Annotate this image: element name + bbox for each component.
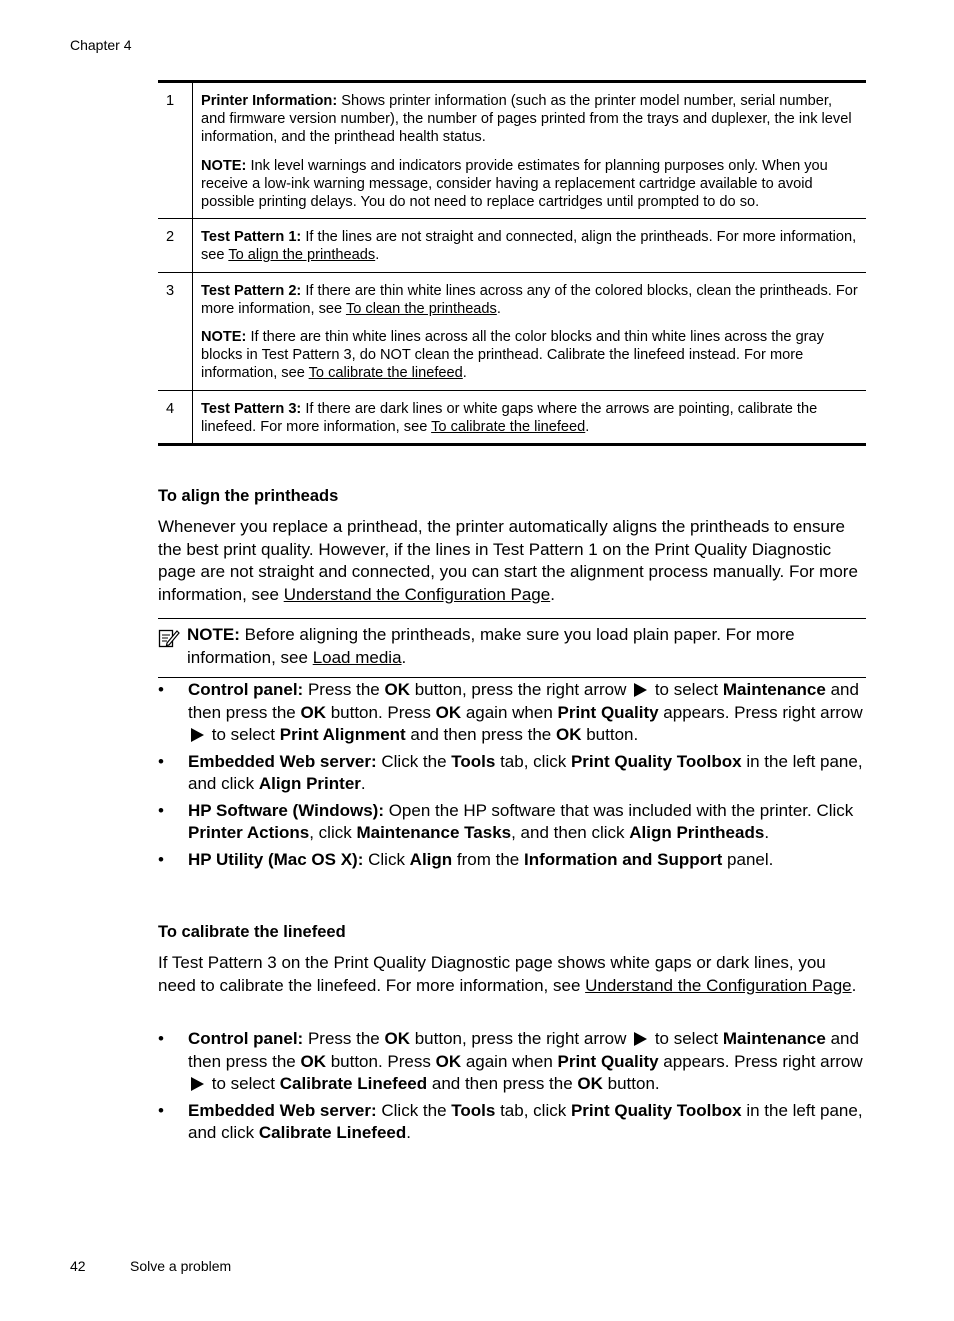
section-title: Solve a problem	[130, 1258, 232, 1274]
align-steps-list	[158, 679, 870, 875]
note-pencil-icon	[158, 627, 180, 649]
note-label: NOTE:	[201, 329, 247, 346]
link-understand-config-page[interactable]: Understand the Configuration Page	[283, 584, 551, 604]
row-description: Test Pattern 1: If the lines are not straight and connected, align the printheads. For more information, see To align the printheads.	[193, 219, 867, 272]
note-text: NOTE: Before aligning the printheads, make sure you load plain paper. For more information, see Load media.	[187, 625, 795, 667]
chapter-header: Chapter 4	[70, 37, 132, 53]
page-footer	[70, 1258, 231, 1274]
row-number: 4	[158, 390, 193, 444]
table-row	[158, 219, 866, 272]
list-item: • HP Software (Windows): Open the HP software that was included with the printer. Click Printer Actions, click Maintenance Tasks, and then click Align Printheads.	[158, 800, 854, 842]
note-label: NOTE:	[201, 157, 247, 174]
right-arrow-icon	[191, 1077, 204, 1091]
list-item: • Control panel: Press the OK button, press the right arrow to select Maintenance and then press the OK button. Press OK again when Print Quality appears. Press right arrow to select Calibrate Linefeed and then press the OK button.	[158, 1029, 863, 1093]
calibrate-intro: If Test Pattern 3 on the Print Quality Diagnostic page shows white gaps or dark lines, you need to calibrate the linefeed. For more information, see Understand the Configuration Page.	[158, 953, 857, 995]
list-item: • Control panel: Press the OK button, press the right arrow to select Maintenance and then press the OK button. Press OK again when Print Quality appears. Press right arrow to select Print Alignment and then press the OK button.	[158, 680, 863, 744]
row-label: Test Pattern 2:	[201, 282, 302, 299]
bullet: •	[158, 800, 164, 820]
list-item: • HP Utility (Mac OS X): Click Align from the Information and Support panel.	[158, 849, 870, 872]
note-box	[158, 618, 866, 678]
row-number: 3	[158, 272, 193, 390]
bullet: •	[158, 751, 164, 771]
note-label: NOTE:	[187, 625, 240, 644]
row-number: 1	[158, 82, 193, 219]
bullet: •	[158, 849, 164, 869]
list-item: • Embedded Web server: Click the Tools tab, click Print Quality Toolbox in the left pane, and click Align Printer.	[158, 751, 863, 793]
diagnostic-table	[158, 80, 866, 446]
bullet: •	[158, 680, 164, 699]
right-arrow-icon	[634, 1032, 647, 1046]
link-load-media[interactable]: Load media	[312, 647, 402, 667]
calibrate-steps-list	[158, 1028, 870, 1149]
row-description: Printer Information: Shows printer information (such as the printer model number, serial number, and firmware version number), the number of pages printed from the trays and duplexer, the ink level information, and the printhead health status. NOTE: Ink level warnings and indicators provide estimates for planning purposes only. When you receive a low-ink warning message, consider having a replacement cartridge available to avoid possible printing delays. You do not need to replace cartridges until prompted to do so.	[201, 93, 852, 211]
right-arrow-icon	[191, 728, 204, 742]
bullet: •	[158, 1029, 164, 1048]
list-item: • Embedded Web server: Click the Tools tab, click Print Quality Toolbox in the left pane, and click Calibrate Linefeed.	[158, 1100, 863, 1142]
table-row	[158, 82, 866, 219]
link-clean-printheads[interactable]: To clean the printheads	[345, 300, 497, 317]
table-row	[158, 390, 866, 444]
row-label: Test Pattern 3:	[201, 400, 302, 417]
row-number: 2	[158, 219, 193, 272]
page-number: 42	[70, 1258, 86, 1274]
link-understand-config-page[interactable]: Understand the Configuration Page	[585, 975, 852, 995]
bullet: •	[158, 1100, 164, 1120]
row-description: Test Pattern 3: If there are dark lines or white gaps where the arrows are pointing, calibrate the linefeed. For more information, see To calibrate the linefeed.	[193, 390, 867, 444]
heading-calibrate-linefeed: To calibrate the linefeed	[158, 923, 346, 941]
row-label: Printer Information:	[201, 93, 338, 109]
link-calibrate-linefeed[interactable]: To calibrate the linefeed	[431, 418, 586, 435]
link-align-printheads[interactable]: To align the printheads	[228, 247, 376, 264]
row-label: Test Pattern 1:	[201, 229, 302, 246]
row-description: Test Pattern 2: If there are thin white lines across any of the colored blocks, clean the printheads. For more information, see To clean the printheads. NOTE: If there are thin white lines across all the color blocks and thin white lines across the gray blocks in Test Pattern 3, do NOT clean the printhead. Calibrate the linefeed instead. For more information, see To calibrate the linefeed.	[193, 272, 867, 390]
right-arrow-icon	[634, 683, 647, 697]
heading-align-printheads: To align the printheads	[158, 487, 339, 505]
link-calibrate-linefeed[interactable]: To calibrate the linefeed	[308, 365, 463, 382]
align-intro: Whenever you replace a printhead, the printer automatically aligns the printheads to ensure the best print quality. However, if the lines in Test Pattern 1 on the Print Quality Diagnostic page are not straight and connected, you can start the alignment process manually. For more information, see Understand the Configuration Page.	[158, 517, 858, 604]
table-row	[158, 272, 866, 390]
